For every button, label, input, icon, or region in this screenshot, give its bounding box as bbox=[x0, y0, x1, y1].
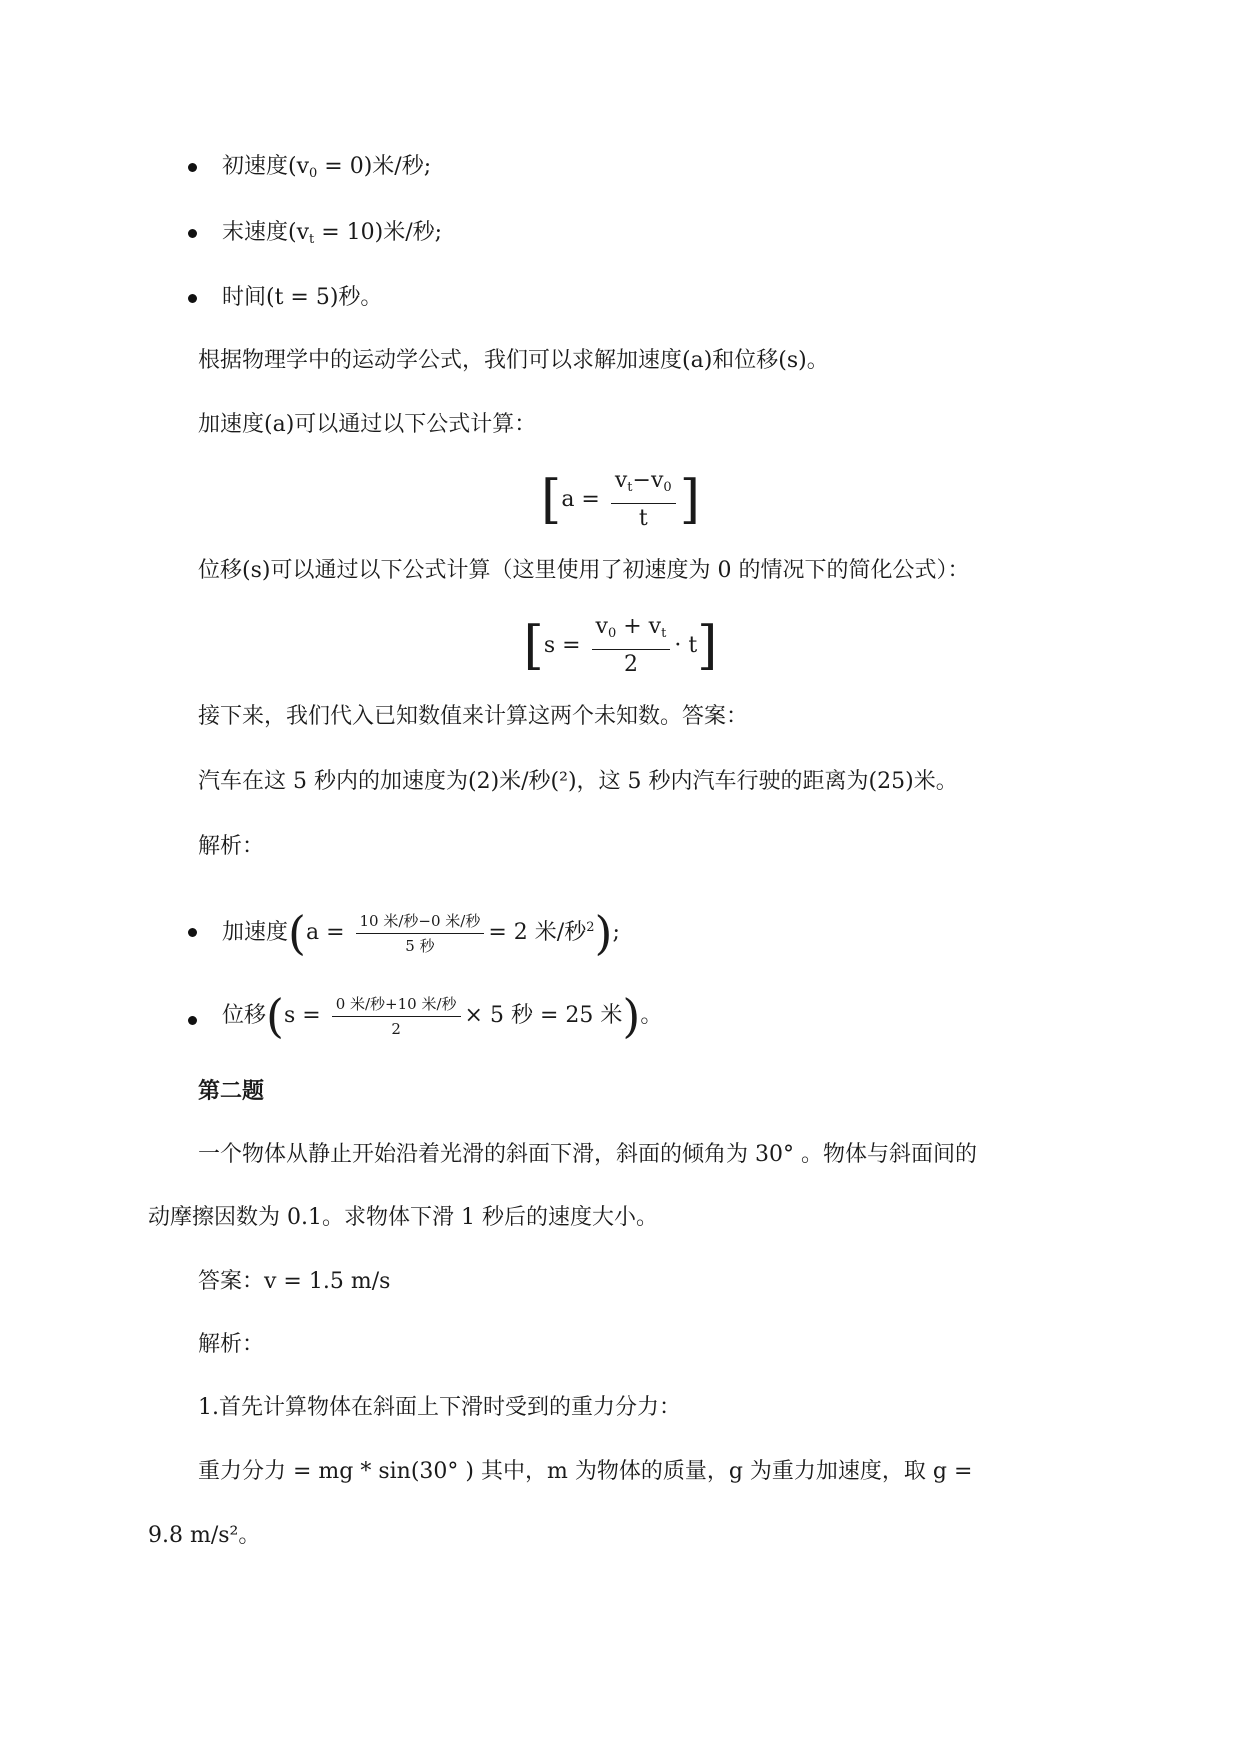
paragraph-kinematics: 根据物理学中的运动学公式，我们可以求解加速度(a)和位移(s)。 bbox=[198, 348, 829, 373]
question2-formula-line: 重力分力 = mg * sin(30° ) 其中，m 为物体的质量，g 为重力加速度，取 g = bbox=[198, 1459, 973, 1484]
paragraph-displacement-intro: 位移(s)可以通过以下公式计算（这里使用了初速度为 0 的情况下的简化公式）： bbox=[198, 558, 970, 583]
bullet-marker bbox=[188, 229, 197, 238]
heading-question-2: 第二题 bbox=[198, 1078, 265, 1104]
bullet-marker bbox=[188, 294, 197, 303]
question2-step1: 1.首先计算物体在斜面上下滑时受到的重力分力： bbox=[198, 1395, 681, 1420]
question2-answer: 答案：v = 1.5 m/s bbox=[198, 1269, 391, 1294]
question2-line2: 动摩擦因数为 0.1。求物体下滑 1 秒后的速度大小。 bbox=[148, 1205, 658, 1230]
paragraph-analysis1: 解析： bbox=[198, 834, 265, 859]
bullet-marker bbox=[188, 928, 197, 937]
bullet-initial-velocity: 初速度$(v_0 = 0)$米/秒; bbox=[222, 154, 432, 181]
question2-formula-line2: 9.8 m/s²。 bbox=[148, 1523, 261, 1548]
bullet-marker bbox=[188, 163, 197, 172]
bullet-final-velocity: 末速度$(v_t = 10)$米/秒; bbox=[222, 220, 443, 247]
bullet-time: 时间(t = 5)秒。 bbox=[222, 285, 383, 310]
bullet-displacement-calc: 位移(s = $\frac{\text{0 米/秒+10 米/秒}}{2}$ × 5 秒 = 25 米)。 bbox=[222, 989, 663, 1043]
bullet-marker bbox=[188, 1016, 197, 1025]
question2-analysis: 解析： bbox=[198, 1332, 265, 1357]
bullet-accel-calc: 加速度(a = $\frac{\text{10 米/秒−0 米/秒}}{\text{5 秒}}$ = 2 米/秒$^2$); bbox=[222, 906, 620, 960]
paragraph-next: 接下来，我们代入已知数值来计算这两个未知数。答案： bbox=[198, 704, 749, 729]
paragraph-answer1: 汽车在这 5 秒内的加速度为(2)米/秒(²)，这 5 秒内汽车行驶的距离为(25)米。 bbox=[198, 769, 958, 794]
formula-displacement: [s = $\frac{v_0 + v_t}{2}$ · t] bbox=[523, 614, 718, 677]
paragraph-accel-intro: 加速度(a)可以通过以下公式计算： bbox=[198, 412, 537, 437]
question2-line1: 一个物体从静止开始沿着光滑的斜面下滑，斜面的倾角为 30° 。物体与斜面间的 bbox=[198, 1142, 977, 1167]
formula-acceleration: [a = $\frac{v_t-v_0}{t}$ ] bbox=[541, 468, 700, 531]
